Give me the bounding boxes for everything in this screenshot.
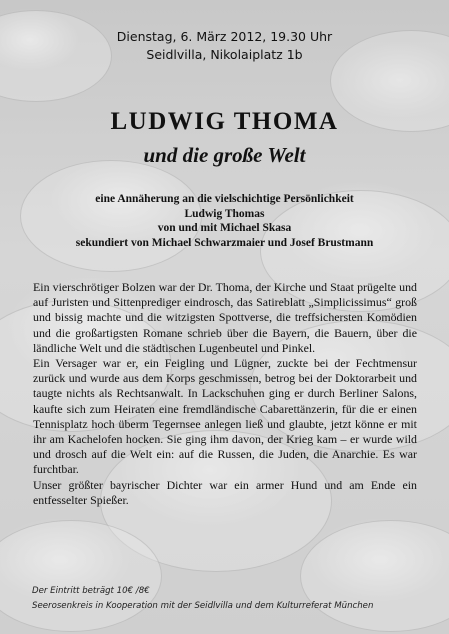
event-venue: Seidlvilla, Nikolaiplatz 1b — [146, 47, 303, 62]
cooperation-note: Seerosenkreis in Kooperation mit der Seidlvilla und dem Kulturreferat München — [32, 601, 374, 611]
description-text — [33, 280, 417, 508]
credits-line: Ludwig Thomas — [184, 207, 265, 220]
credits-line: eine Annäherung an die vielschichtige Persönlichkeit — [95, 193, 354, 205]
footer — [32, 584, 432, 614]
description-paragraph: Ein Versager war er, ein Feigling und Lügner, zuckte bei der Fechtmensur zurück und wurde aus dem Korps geschmissen, betrog bei der Doktorarbeit und taugte nichts als Rechtsanwalt. In Lackschuhen ging er durch Berliner Salons, kaufte sich zum Heiraten eine fremdländische Cabarettänzerin, für die er einen Tennisplatz hoch überm Tegernsee anlegen ließ und glaubte, jetzt könne er mit ihr am Kachelofen hocken. Sie ging ihm davon, der Krieg kam – er wurde wild und drosch auf die Welt ein: auf die Russen, die Juden, die Anarchie. Es war furchtbar. — [33, 356, 417, 477]
credits-line: von und mit Michael Skasa — [157, 222, 292, 234]
credits-line: sekundiert von Michael Schwarzmaier und Josef Brustmann — [75, 236, 374, 249]
description-paragraph: Ein vierschrötiger Bolzen war der Dr. Thoma, der Kirche und Staat prügelte und auf Juristen und Sittenprediger eindrosch, das Satireblatt „Simplicissimus“ groß und bissig machte und die witzigsten Spottverse, die treffsichersten Komödien und die großartigsten Romane schrieb über die Bayern, die Bauern, über die ländliche Welt und die städtischen Lugenbeutel und Pinkel. — [33, 280, 417, 355]
admission-price: Der Eintritt beträgt 10€ /8€ — [32, 586, 150, 596]
event-date: Dienstag, 6. März 2012, 19.30 Uhr — [116, 29, 333, 44]
page-subtitle: und die große Welt — [143, 143, 306, 167]
credits-block — [0, 192, 449, 250]
page-title: LUDWIG THOMA — [110, 108, 339, 135]
event-header — [0, 28, 449, 64]
lily-leaf-decoration — [300, 520, 449, 632]
description-paragraph: Unser größter bayrischer Dichter war ein armer Hund und am Ende ein entfesselter Spießer. — [33, 477, 417, 507]
